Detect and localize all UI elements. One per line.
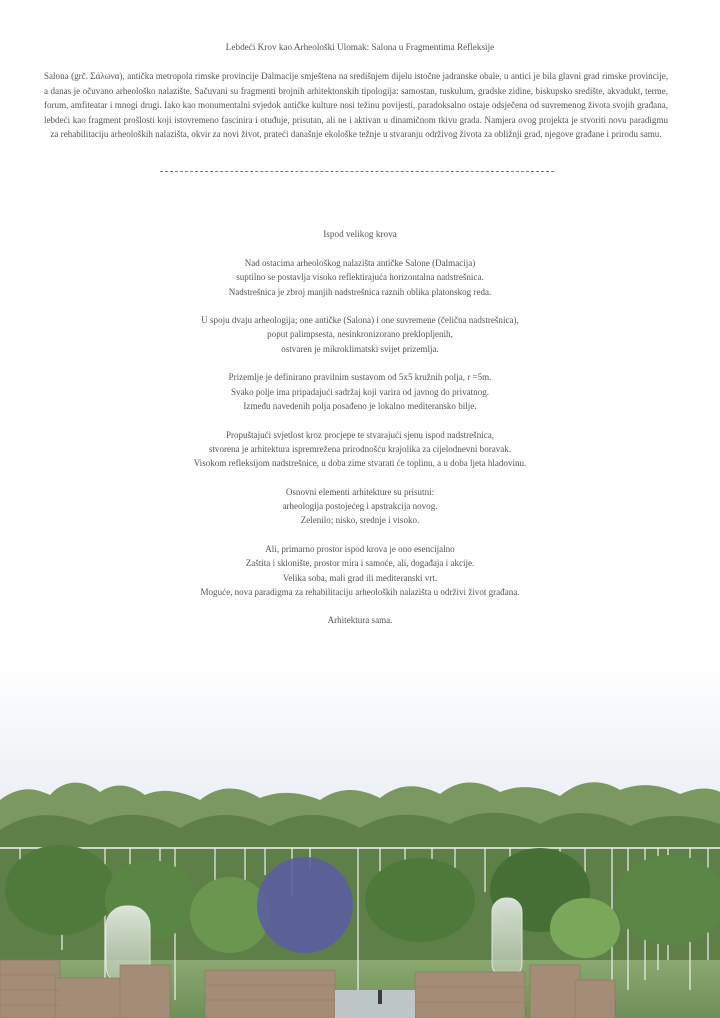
poem-line: Prizemlje je definirano pravilnim sustavom od 5x5 kružnih polja, r =5m. — [228, 372, 492, 383]
poem-line: stvorena je arhitektura ispremrežena prirodnošću krajolika za cijelodnevni boravak. — [208, 443, 512, 454]
poem-line: Zelenilo; nisko, srednje i visoko. — [300, 515, 420, 526]
dashed-divider — [160, 171, 554, 172]
section-subtitle: Ispod velikog krova — [323, 229, 397, 239]
poem-line: Velika soba, mali grad ili mediteranski vrt. — [282, 572, 438, 583]
poem-line: Svako polje ima pripadajući sadržaj koji varira od javnog do privatnog. — [230, 386, 490, 397]
poem-line: Osnovni elementi arhitekture su prisutni: — [285, 486, 435, 497]
poem-body — [0, 256, 720, 642]
landscape-render-image — [0, 660, 720, 1018]
poem-stanza — [0, 256, 720, 299]
poem-stanza — [0, 613, 720, 627]
poem-line: Zaštita i sklonište, prostor mira i samoće, ali, događaja i akcije. — [245, 558, 475, 569]
poem-stanza — [0, 485, 720, 528]
poem-line: poput palimpsesta, nesinkronizorano preklopljenih, — [267, 329, 453, 340]
poem-line: arheologija postojećeg i apstrakcija novog. — [282, 501, 438, 512]
poem-stanza — [0, 428, 720, 471]
poem-line: ostvaren je mikroklimatski svijet prizemlja. — [281, 343, 439, 354]
poem-line: Između navedenih polja posađeno je lokalno mediteransko bilje. — [243, 400, 477, 411]
poem-line: Nadstrešnica je zbroj manjih nadstrešnica raznih oblika platonskog reda. — [228, 286, 492, 297]
poem-line: Nad ostacima arheološkog nalazišta antičke Salone (Dalmacija) — [244, 258, 476, 268]
poem-line: Moguće, nova paradigma za rehabilitaciju arheoloških nalazišta u održivi život građana. — [200, 586, 520, 597]
page-title: Lebdeći Krov kao Arheološki Ulomak: Salona u Fragmentima Refleksije — [225, 42, 495, 52]
poem-line: Propuštajući svjetlost kroz procjepe te stvarajući sjenu ispod nadstrešnica, — [225, 429, 495, 440]
landscape-render-icon — [0, 660, 720, 1018]
poem-line: Ali, primarno prostor ispod krova je ono esencijalno — [265, 543, 455, 554]
poem-stanza — [0, 542, 720, 599]
intro-paragraph: Salona (grč. Σάλωνα), antička metropola rimske provincije Dalmacije smještena na središnjem dijelu istočne jadranske obale, u antici je bila glavni grad rimske provincije, a danas je očuvano arheološko nalazište. Sačuvani su fragmenti brojnih arhitektonskih tipologija: samostan, tuskulum, gradske zidine, biskupsko središte, akvadukt, terme, forum, amfiteatar i mnogi drugi. Iako kao monumentalni svjedok antičke kulture nosi težinu povijesti, paradoksalno ostaje odsječena od suvremenog života svojih građana, lebdeći kao fragment prošlosti koji istovremeno fascinira i otuđuje, prisutan, ali ne i aktivan u dinamičnom tkivu grada. Namjera ovog projekta je stvoriti novu paradigmu za rehabilitaciju arheoloških nalazišta, okvir za novi život, prateći današnje ekološke težnje u stvaranju održivog života za obližnji grad, njegove građane i prirodu samu. — [44, 71, 668, 140]
poem-stanza — [0, 370, 720, 413]
poem-line: Arhitektura sama. — [327, 615, 393, 626]
poem-line: U spoju dvaju arheologija; one antičke (Salona) i one suvremene (čelična nadstrešnica), — [201, 315, 519, 326]
poem-line: Visokom refleksijom nadstrešnice, u doba zime stvarati će toplinu, a u doba ljeta hladovinu. — [193, 458, 527, 469]
poem-stanza — [0, 313, 720, 356]
poem-line: suptilno se postavlja visoko reflektirajuća horizontalna nadstrešnica. — [236, 272, 484, 283]
